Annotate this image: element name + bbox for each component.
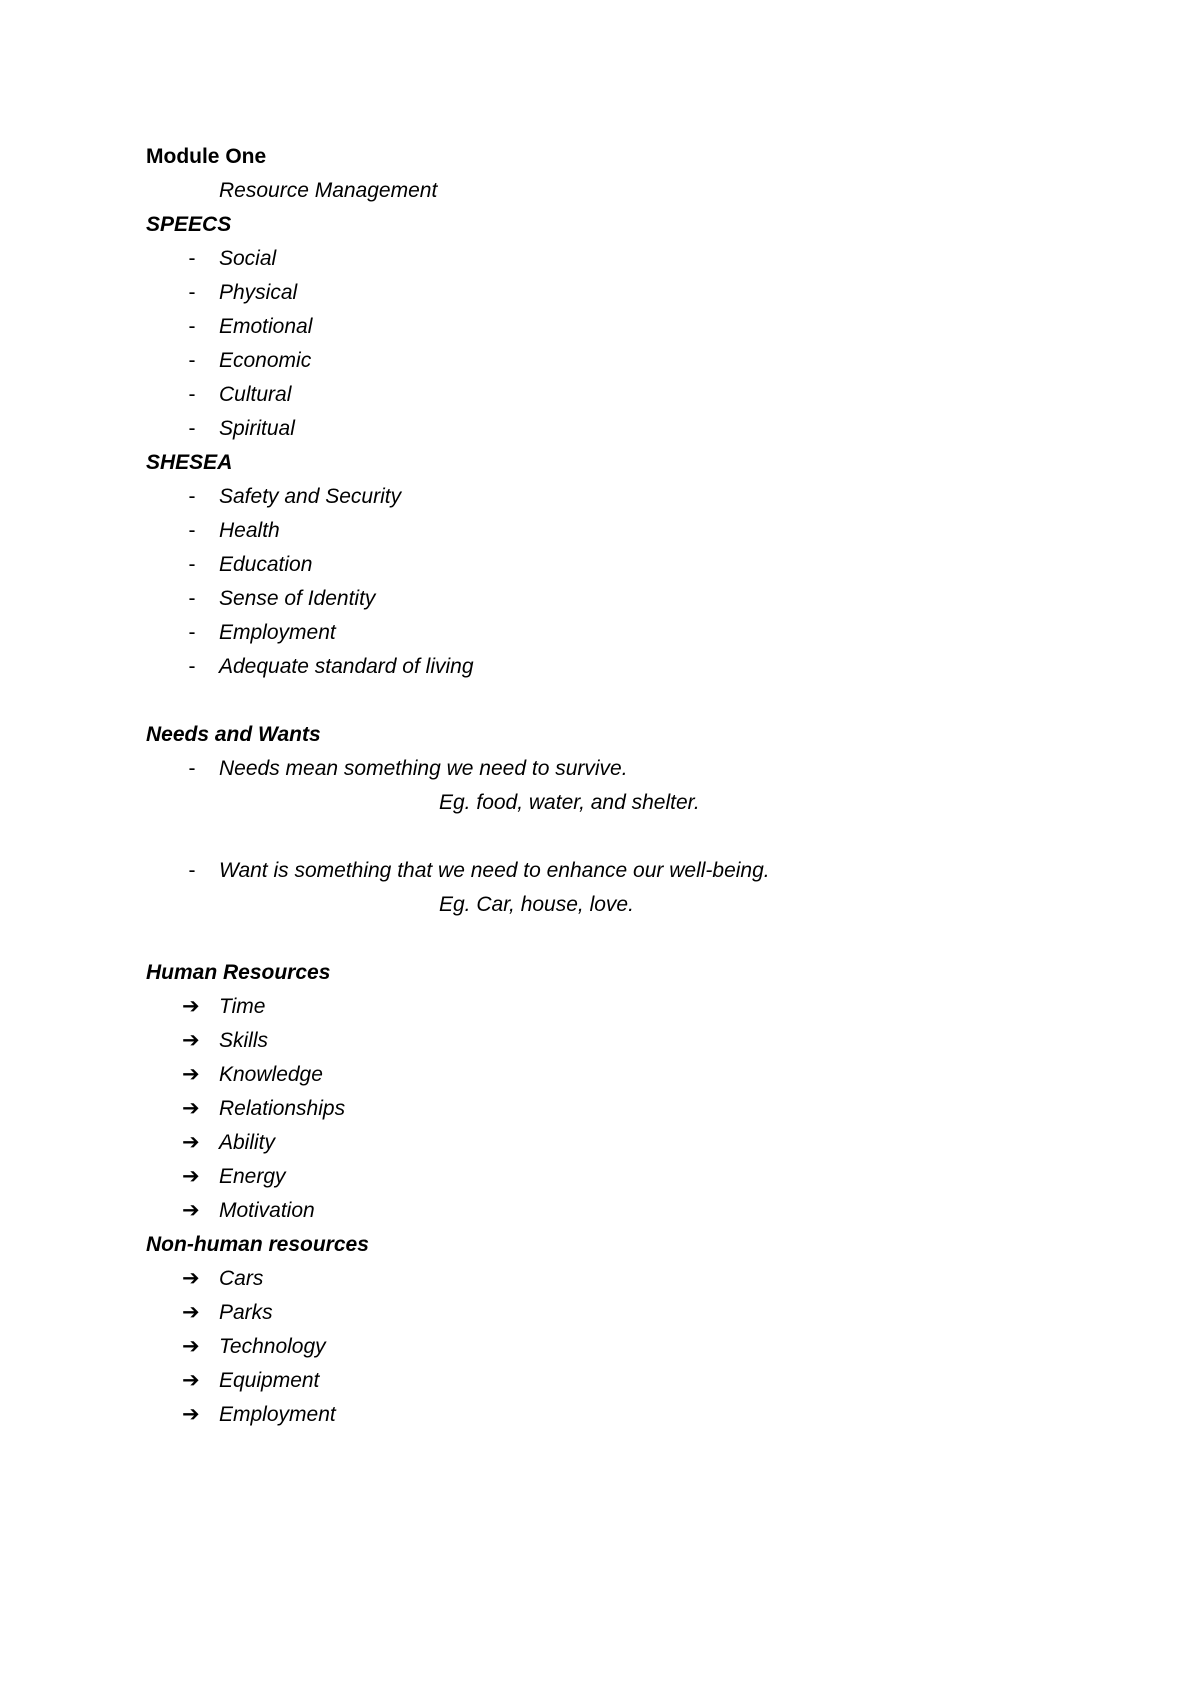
- arrow-right-icon: ➔: [182, 1165, 200, 1188]
- dash-bullet-icon: -: [188, 247, 196, 270]
- shesea-item: - Adequate standard of living: [182, 650, 882, 684]
- dash-bullet-icon: -: [188, 859, 196, 882]
- dash-bullet-icon: -: [188, 757, 196, 780]
- human-resource-item: ➔ Knowledge: [182, 1058, 882, 1092]
- non-human-resource-item: ➔ Employment: [182, 1398, 882, 1432]
- dash-bullet-icon: -: [188, 383, 196, 406]
- arrow-right-icon: ➔: [182, 1097, 200, 1120]
- shesea-item: - Employment: [182, 616, 882, 650]
- human-resource-item: ➔ Skills: [182, 1024, 882, 1058]
- module-title: Module One: [146, 145, 267, 168]
- needs-wants-heading: Needs and Wants: [146, 723, 321, 746]
- arrow-right-icon: ➔: [182, 1301, 200, 1324]
- arrow-right-icon: ➔: [182, 1199, 200, 1222]
- arrow-right-icon: ➔: [182, 1063, 200, 1086]
- non-human-resources-heading: Non-human resources: [146, 1233, 369, 1256]
- arrow-right-icon: ➔: [182, 995, 200, 1018]
- speecs-item: - Emotional: [182, 310, 882, 344]
- dash-bullet-icon: -: [188, 621, 196, 644]
- shesea-item: - Health: [182, 514, 882, 548]
- arrow-right-icon: ➔: [182, 1369, 200, 1392]
- arrow-right-icon: ➔: [182, 1131, 200, 1154]
- human-resource-item: ➔ Relationships: [182, 1092, 882, 1126]
- arrow-right-icon: ➔: [182, 1335, 200, 1358]
- needs-definition: - Needs mean something we need to survive.: [182, 752, 882, 786]
- speecs-item: - Cultural: [182, 378, 882, 412]
- human-resource-item: ➔ Time: [182, 990, 882, 1024]
- dash-bullet-icon: -: [188, 315, 196, 338]
- non-human-resource-item: ➔ Cars: [182, 1262, 882, 1296]
- non-human-resource-item: ➔ Parks: [182, 1296, 882, 1330]
- human-resource-item: ➔ Ability: [182, 1126, 882, 1160]
- module-subtitle: Resource Management: [219, 179, 438, 202]
- shesea-item: - Sense of Identity: [182, 582, 882, 616]
- speecs-item: - Social: [182, 242, 882, 276]
- human-resource-item: ➔ Energy: [182, 1160, 882, 1194]
- dash-bullet-icon: -: [188, 587, 196, 610]
- arrow-right-icon: ➔: [182, 1029, 200, 1052]
- dash-bullet-icon: -: [188, 349, 196, 372]
- non-human-resource-item: ➔ Technology: [182, 1330, 882, 1364]
- shesea-item: - Education: [182, 548, 882, 582]
- dash-bullet-icon: -: [188, 281, 196, 304]
- human-resources-heading: Human Resources: [146, 961, 331, 984]
- human-resource-item: ➔ Motivation: [182, 1194, 882, 1228]
- dash-bullet-icon: -: [188, 519, 196, 542]
- speecs-item: - Physical: [182, 276, 882, 310]
- wants-definition: - Want is something that we need to enhance our well-being.: [182, 854, 882, 888]
- speecs-item: - Spiritual: [182, 412, 882, 446]
- dash-bullet-icon: -: [188, 553, 196, 576]
- dash-bullet-icon: -: [188, 655, 196, 678]
- shesea-heading: SHESEA: [146, 451, 233, 474]
- speecs-item: - Economic: [182, 344, 882, 378]
- shesea-item: - Safety and Security: [182, 480, 882, 514]
- wants-example: Eg. Car, house, love.: [439, 893, 634, 916]
- speecs-heading: SPEECS: [146, 213, 232, 236]
- needs-example: Eg. food, water, and shelter.: [439, 791, 700, 814]
- dash-bullet-icon: -: [188, 417, 196, 440]
- dash-bullet-icon: -: [188, 485, 196, 508]
- non-human-resource-item: ➔ Equipment: [182, 1364, 882, 1398]
- arrow-right-icon: ➔: [182, 1267, 200, 1290]
- arrow-right-icon: ➔: [182, 1403, 200, 1426]
